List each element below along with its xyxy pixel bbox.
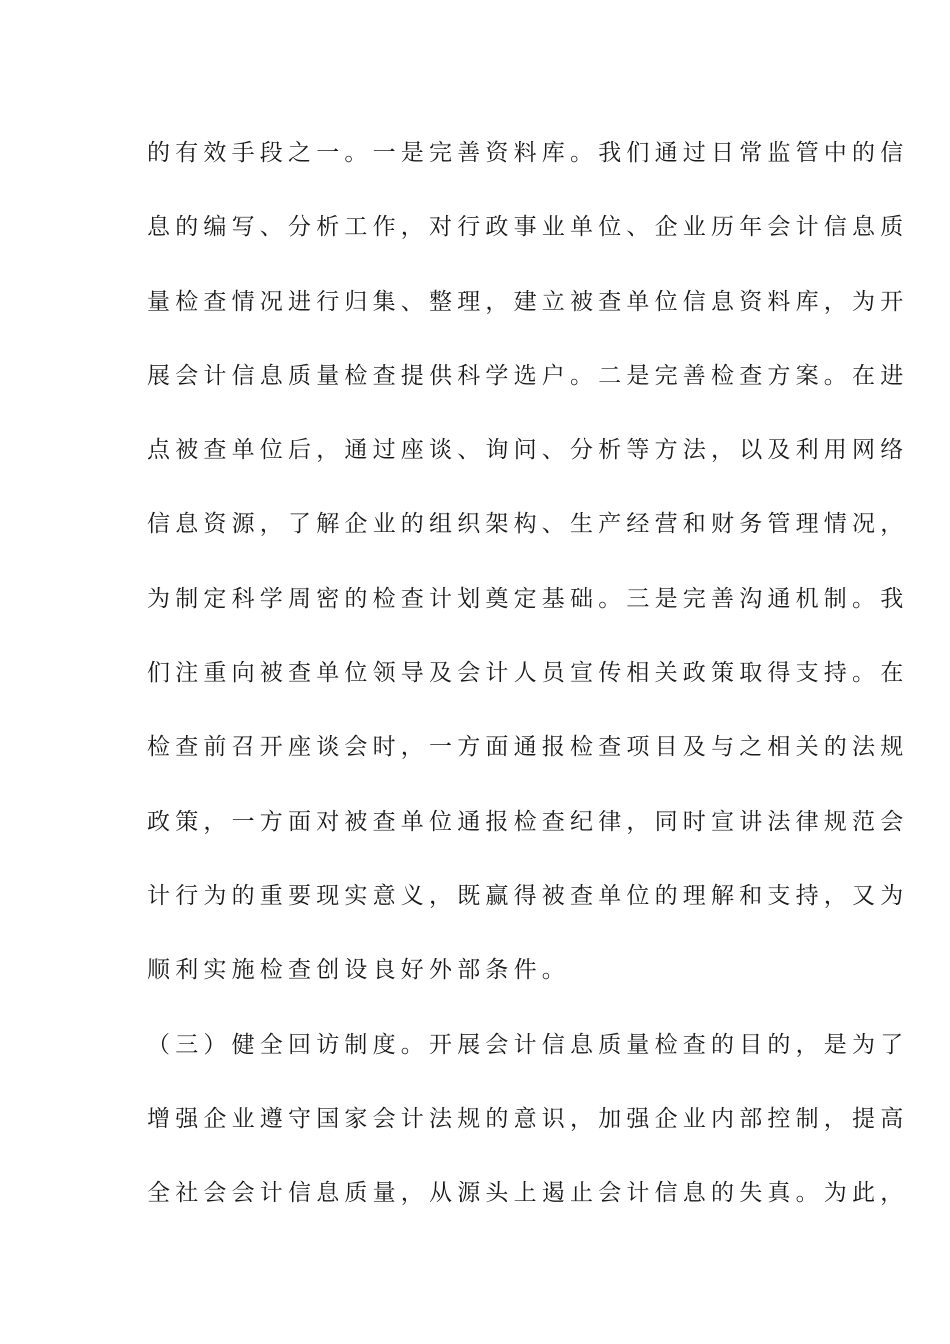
text-line: 量检查情况进行归集、整理，建立被查单位信息资料库，为开 [147,288,909,315]
text-line: 展会计信息质量检查提供科学选户。二是完善检查方案。在进 [147,362,909,389]
body-text [147,130,909,1244]
text-line: 息的编写、分析工作，对行政事业单位、企业历年会计信息质 [147,214,909,241]
text-line: 们注重向被查单位领导及会计人员宣传相关政策取得支持。在 [147,660,909,687]
text-line: 顺利实施检查创设良好外部条件。 [147,957,570,984]
text-line: 全社会会计信息质量，从源头上遏止会计信息的失真。为此， [147,1180,909,1207]
text-line: 信息资源，了解企业的组织架构、生产经营和财务管理情况， [147,511,909,538]
text-line: 检查前召开座谈会时，一方面通报检查项目及与之相关的法规 [147,734,909,761]
text-line: 为制定科学周密的检查计划奠定基础。三是完善沟通机制。我 [147,585,909,612]
text-line: 增强企业遵守国家会计法规的意识，加强企业内部控制，提高 [147,1105,909,1132]
text-line: 政策，一方面对被查单位通报检查纪律，同时宣讲法律规范会 [147,808,909,835]
text-line: 的有效手段之一。一是完善资料库。我们通过日常监管中的信 [147,140,909,166]
text-line: 计行为的重要现实意义，既赢得被查单位的理解和支持，又为 [147,882,909,909]
text-line: 点被查单位后，通过座谈、询问、分析等方法，以及利用网络 [147,437,909,464]
text-line: （三）健全回访制度。开展会计信息质量检查的目的，是为了 [147,1031,909,1058]
